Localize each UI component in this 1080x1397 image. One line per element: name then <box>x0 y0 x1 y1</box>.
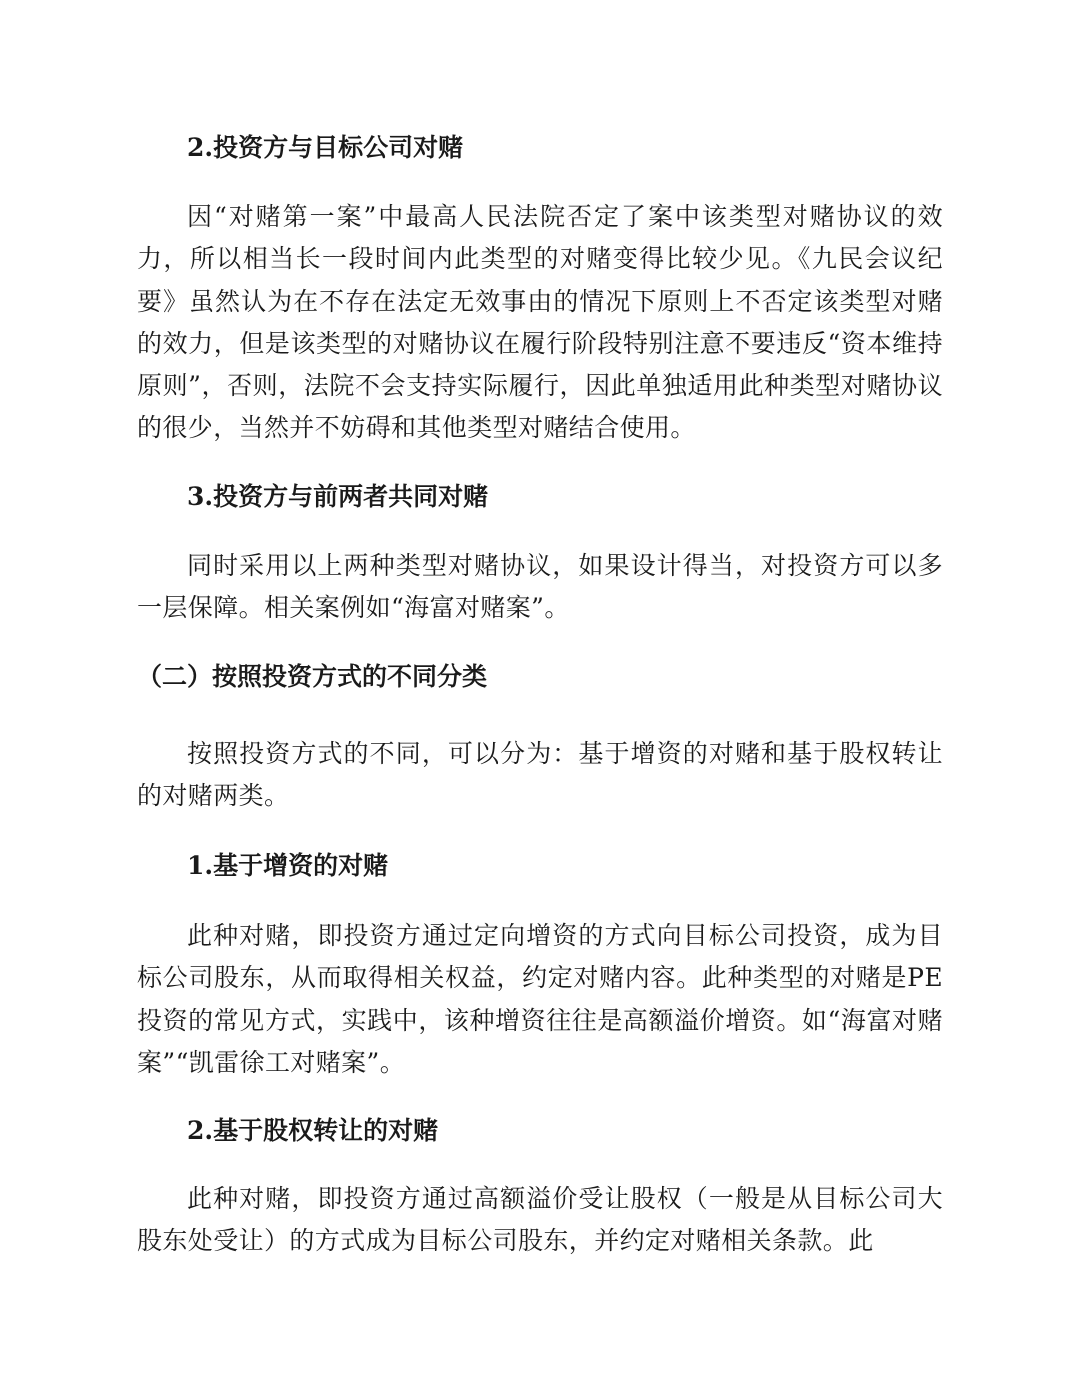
paragraph-capital-increase-gamble: 此种对赌，即投资方通过定向增资的方式向目标公司投资，成为目标公司股东，从而取得相关权益，约定对赌内容。此种类型的对赌是PE投资的常见方式，实践中，该种增资往往是高额溢价增资。如“海富对赌案”“凯雷徐工对赌案”。 <box>137 921 943 1077</box>
heading-capital-increase-gamble: 1.基于增资的对赌 <box>187 851 389 880</box>
heading-joint-gamble: 3.投资方与前两者共同对赌 <box>187 482 489 511</box>
heading-classification-by-investment-method: （二）按照投资方式的不同分类 <box>137 662 488 691</box>
heading-equity-transfer-gamble: 2.基于股权转让的对赌 <box>187 1116 439 1145</box>
paragraph-joint-gamble: 同时采用以上两种类型对赌协议，如果设计得当，对投资方可以多一层保障。相关案例如“海富对赌案”。 <box>137 551 943 623</box>
paragraph-equity-transfer-gamble: 此种对赌，即投资方通过高额溢价受让股权（一般是从目标公司大股东处受让）的方式成为目标公司股东，并约定对赌相关条款。此 <box>137 1184 943 1256</box>
paragraph-classification-by-investment-method: 按照投资方式的不同，可以分为：基于增资的对赌和基于股权转让的对赌两类。 <box>137 739 943 811</box>
paragraph-target-company-gamble: 因“对赌第一案”中最高人民法院否定了案中该类型对赌协议的效力，所以相当长一段时间内此类型的对赌变得比较少见。《九民会议纪要》虽然认为在不存在法定无效事由的情况下原则上不否定该类型对赌的效力，但是该类型的对赌协议在履行阶段特别注意不要违反“资本维持原则”，否则，法院不会支持实际履行，因此单独适用此种类型对赌协议的很少，当然并不妨碍和其他类型对赌结合使用。 <box>137 202 943 443</box>
heading-investor-vs-target-company: 2.投资方与目标公司对赌 <box>187 133 464 162</box>
